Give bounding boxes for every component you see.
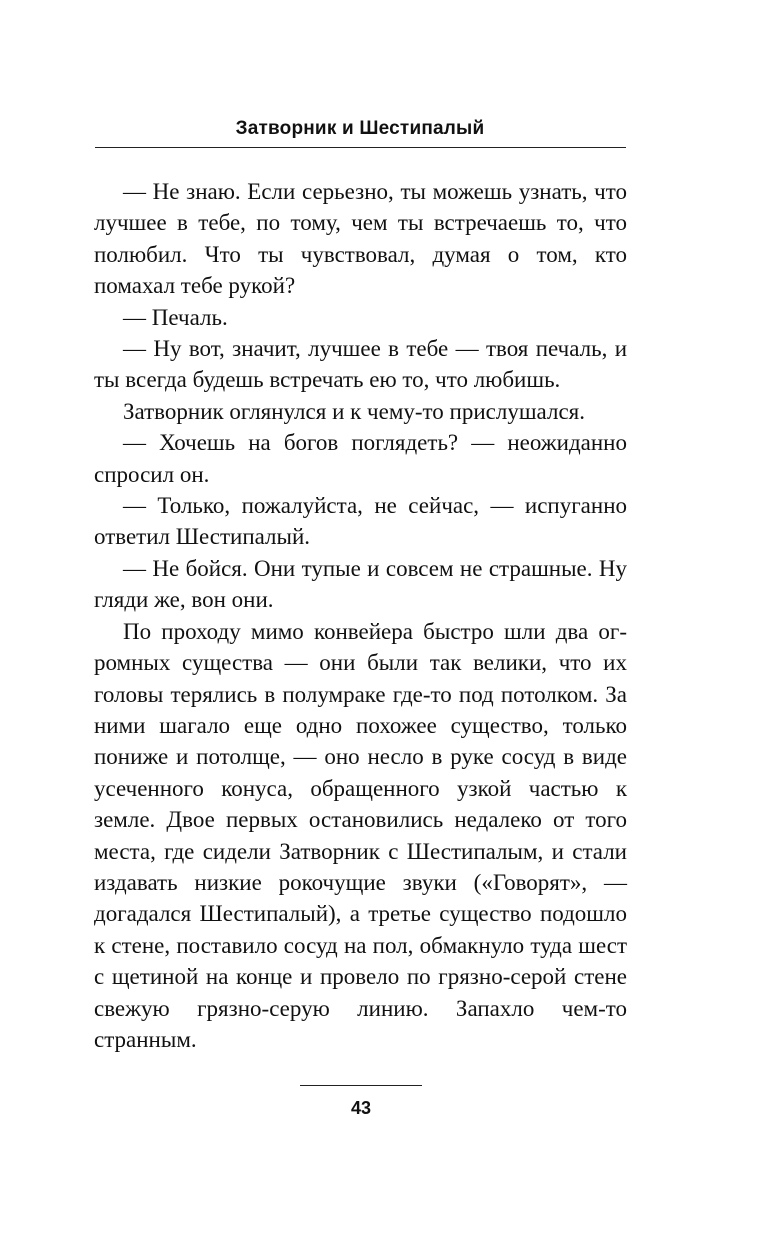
paragraph: — Только, пожалуйста, не сейчас, — испуганно ответил Шестипалый.: [94, 493, 627, 550]
paragraph: — Печаль.: [123, 304, 228, 330]
paragraph: По проходу мимо конвейера быстро шли два огромных существа — они были так велики, что их головы терялись в полумраке где-то под потолком. За ними шагало еще одно похожее существо, только пониже и потолще, — оно несло в руке сосуд в виде усеченного конуса, обращенного узкой частью к земле. Двое первых остановились недалеко от того места, где сидели Затворник с Шестипалым, и стали издавать низкие рокочущие звуки («Говорят», — догадался Шестипалый), а третье существо подошло к стене, поставило сосуд на пол, обмакнуло туда шест с щетиной на конце и провело по грязно-серой стене свежую грязно-серую линию. Запахло чем-то странным.: [94, 618, 627, 1052]
paragraph: — Не знаю. Если серьезно, ты можешь узнать, что лучшее в тебе, по тому, чем ты встречаешь то, что полюбил. Что ты чувствовал, думая о том, кто помахал тебе рукой?: [94, 179, 627, 299]
paragraph: — Хочешь на богов поглядеть? — неожиданно спросил он.: [94, 430, 627, 487]
footer-rule: [300, 1085, 422, 1086]
header-rule: [95, 147, 626, 148]
running-title: Затворник и Шестипалый: [235, 118, 485, 139]
page-number: 43: [350, 1098, 372, 1118]
body-text: [94, 176, 627, 1055]
paragraph: — Не бойся. Они тупые и совсем не страшные. Ну гляди же, вон они.: [94, 555, 627, 613]
paragraph: — Ну вот, значит, лучшее в тебе — твоя печаль, и ты всегда будешь встречать ею то, что любишь.: [94, 336, 627, 393]
paragraph: Затворник оглянулся и к чему-то прислушался.: [123, 398, 585, 424]
